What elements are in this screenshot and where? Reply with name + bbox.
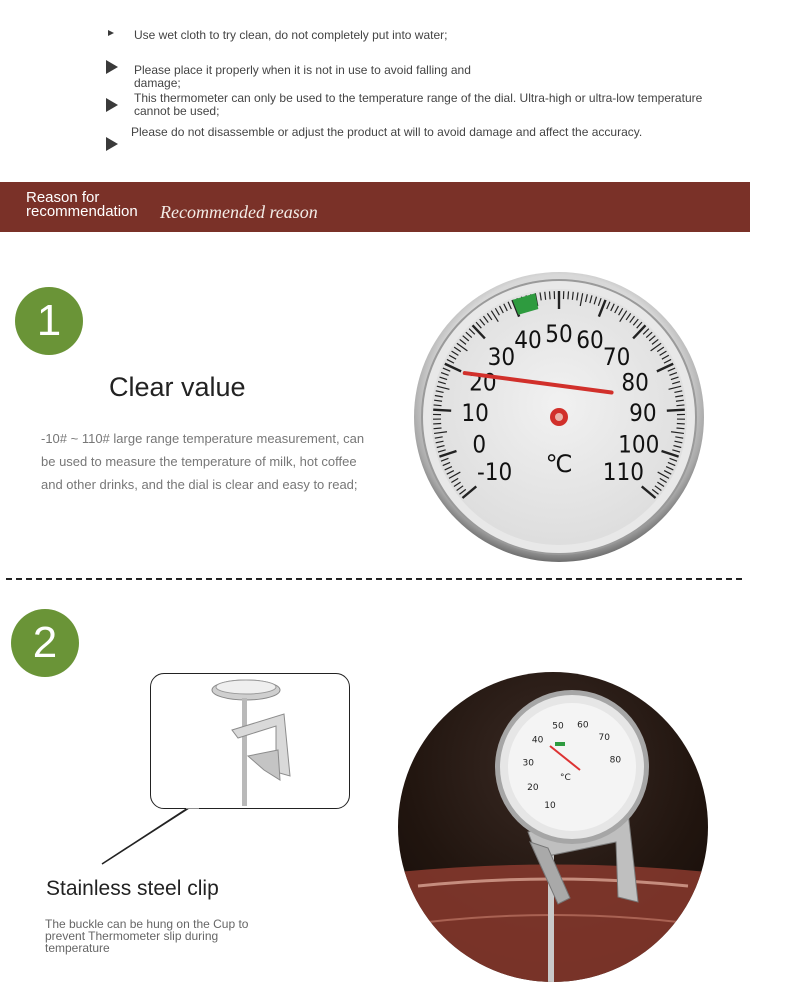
bullet-icon — [106, 98, 118, 112]
dial-tick — [667, 410, 685, 411]
dial-tick — [434, 405, 442, 406]
product-photo — [398, 672, 708, 982]
photo-scene — [398, 672, 708, 982]
clip-illustration — [204, 676, 304, 808]
note-3: This thermometer can only be used to the temperature range of the dial. Ultra-high or ultra-low temperature cannot be used; — [134, 92, 709, 118]
note-4: Please do not disassemble or adjust the product at will to avoid damage and affect the accuracy. — [131, 126, 642, 139]
dial-label: 80 — [621, 369, 648, 397]
section-divider — [6, 578, 742, 580]
photo-dial-label: 50 — [552, 721, 564, 731]
callout-pointer — [100, 800, 200, 870]
feature-number-badge: 1 — [15, 287, 83, 355]
photo-dial-unit: °C — [560, 773, 571, 783]
dial-tick — [434, 428, 442, 429]
photo-dial-label: 20 — [527, 783, 539, 793]
feature-description: The buckle can be hung on the Cup to prevent Thermometer slip during temperature — [45, 918, 265, 954]
thermometer-dial — [412, 270, 706, 564]
dial-tick — [568, 291, 569, 299]
bullet-icon — [106, 137, 118, 151]
feature-title: Clear value — [109, 372, 246, 403]
feature-title: Stainless steel clip — [46, 877, 219, 901]
dial-tick — [433, 410, 451, 411]
feature-number-badge: 2 — [11, 609, 79, 677]
dial-label: 30 — [488, 343, 515, 371]
dial-tick — [676, 428, 684, 429]
dial-label: 10 — [461, 399, 488, 427]
dial-tick — [676, 405, 684, 406]
dial-hub-center — [555, 413, 563, 421]
dial-label: 50 — [545, 320, 572, 348]
recommend-banner — [0, 182, 750, 232]
bullet-icon — [108, 30, 114, 36]
banner-title-italic: Recommended reason — [160, 202, 318, 223]
photo-dial-label: 60 — [577, 720, 589, 730]
dial-label: 110 — [603, 458, 644, 486]
dial-unit: ℃ — [546, 450, 573, 478]
dial-label: 0 — [472, 430, 486, 458]
photo-dial-label: 70 — [599, 733, 611, 743]
dial-label: 60 — [576, 326, 603, 354]
photo-dial-label: 30 — [522, 759, 534, 769]
banner-title-en: Reason for recommendation — [26, 191, 154, 219]
dial-label: 90 — [629, 399, 656, 427]
bullet-icon — [106, 60, 118, 74]
dial-label: -10 — [477, 458, 512, 486]
photo-dial-label: 40 — [532, 736, 544, 746]
note-1: Use wet cloth to try clean, do not completely put into water; — [134, 29, 448, 42]
dial-label: 20 — [469, 369, 496, 397]
photo-dial-label: 80 — [610, 755, 622, 765]
dial-label: 40 — [514, 326, 541, 354]
dial-label: 100 — [618, 430, 659, 458]
photo-dial-label: 10 — [544, 801, 556, 811]
feature-description: -10# ~ 110# large range temperature measurement, can be used to measure the temperature of milk, hot coffee and other drinks, and the dial is clear and easy to read; — [41, 427, 371, 496]
dial-label: 70 — [603, 343, 630, 371]
dial-tick — [549, 291, 550, 299]
note-2: Please place it properly when it is not in use to avoid falling and damage; — [134, 64, 479, 90]
